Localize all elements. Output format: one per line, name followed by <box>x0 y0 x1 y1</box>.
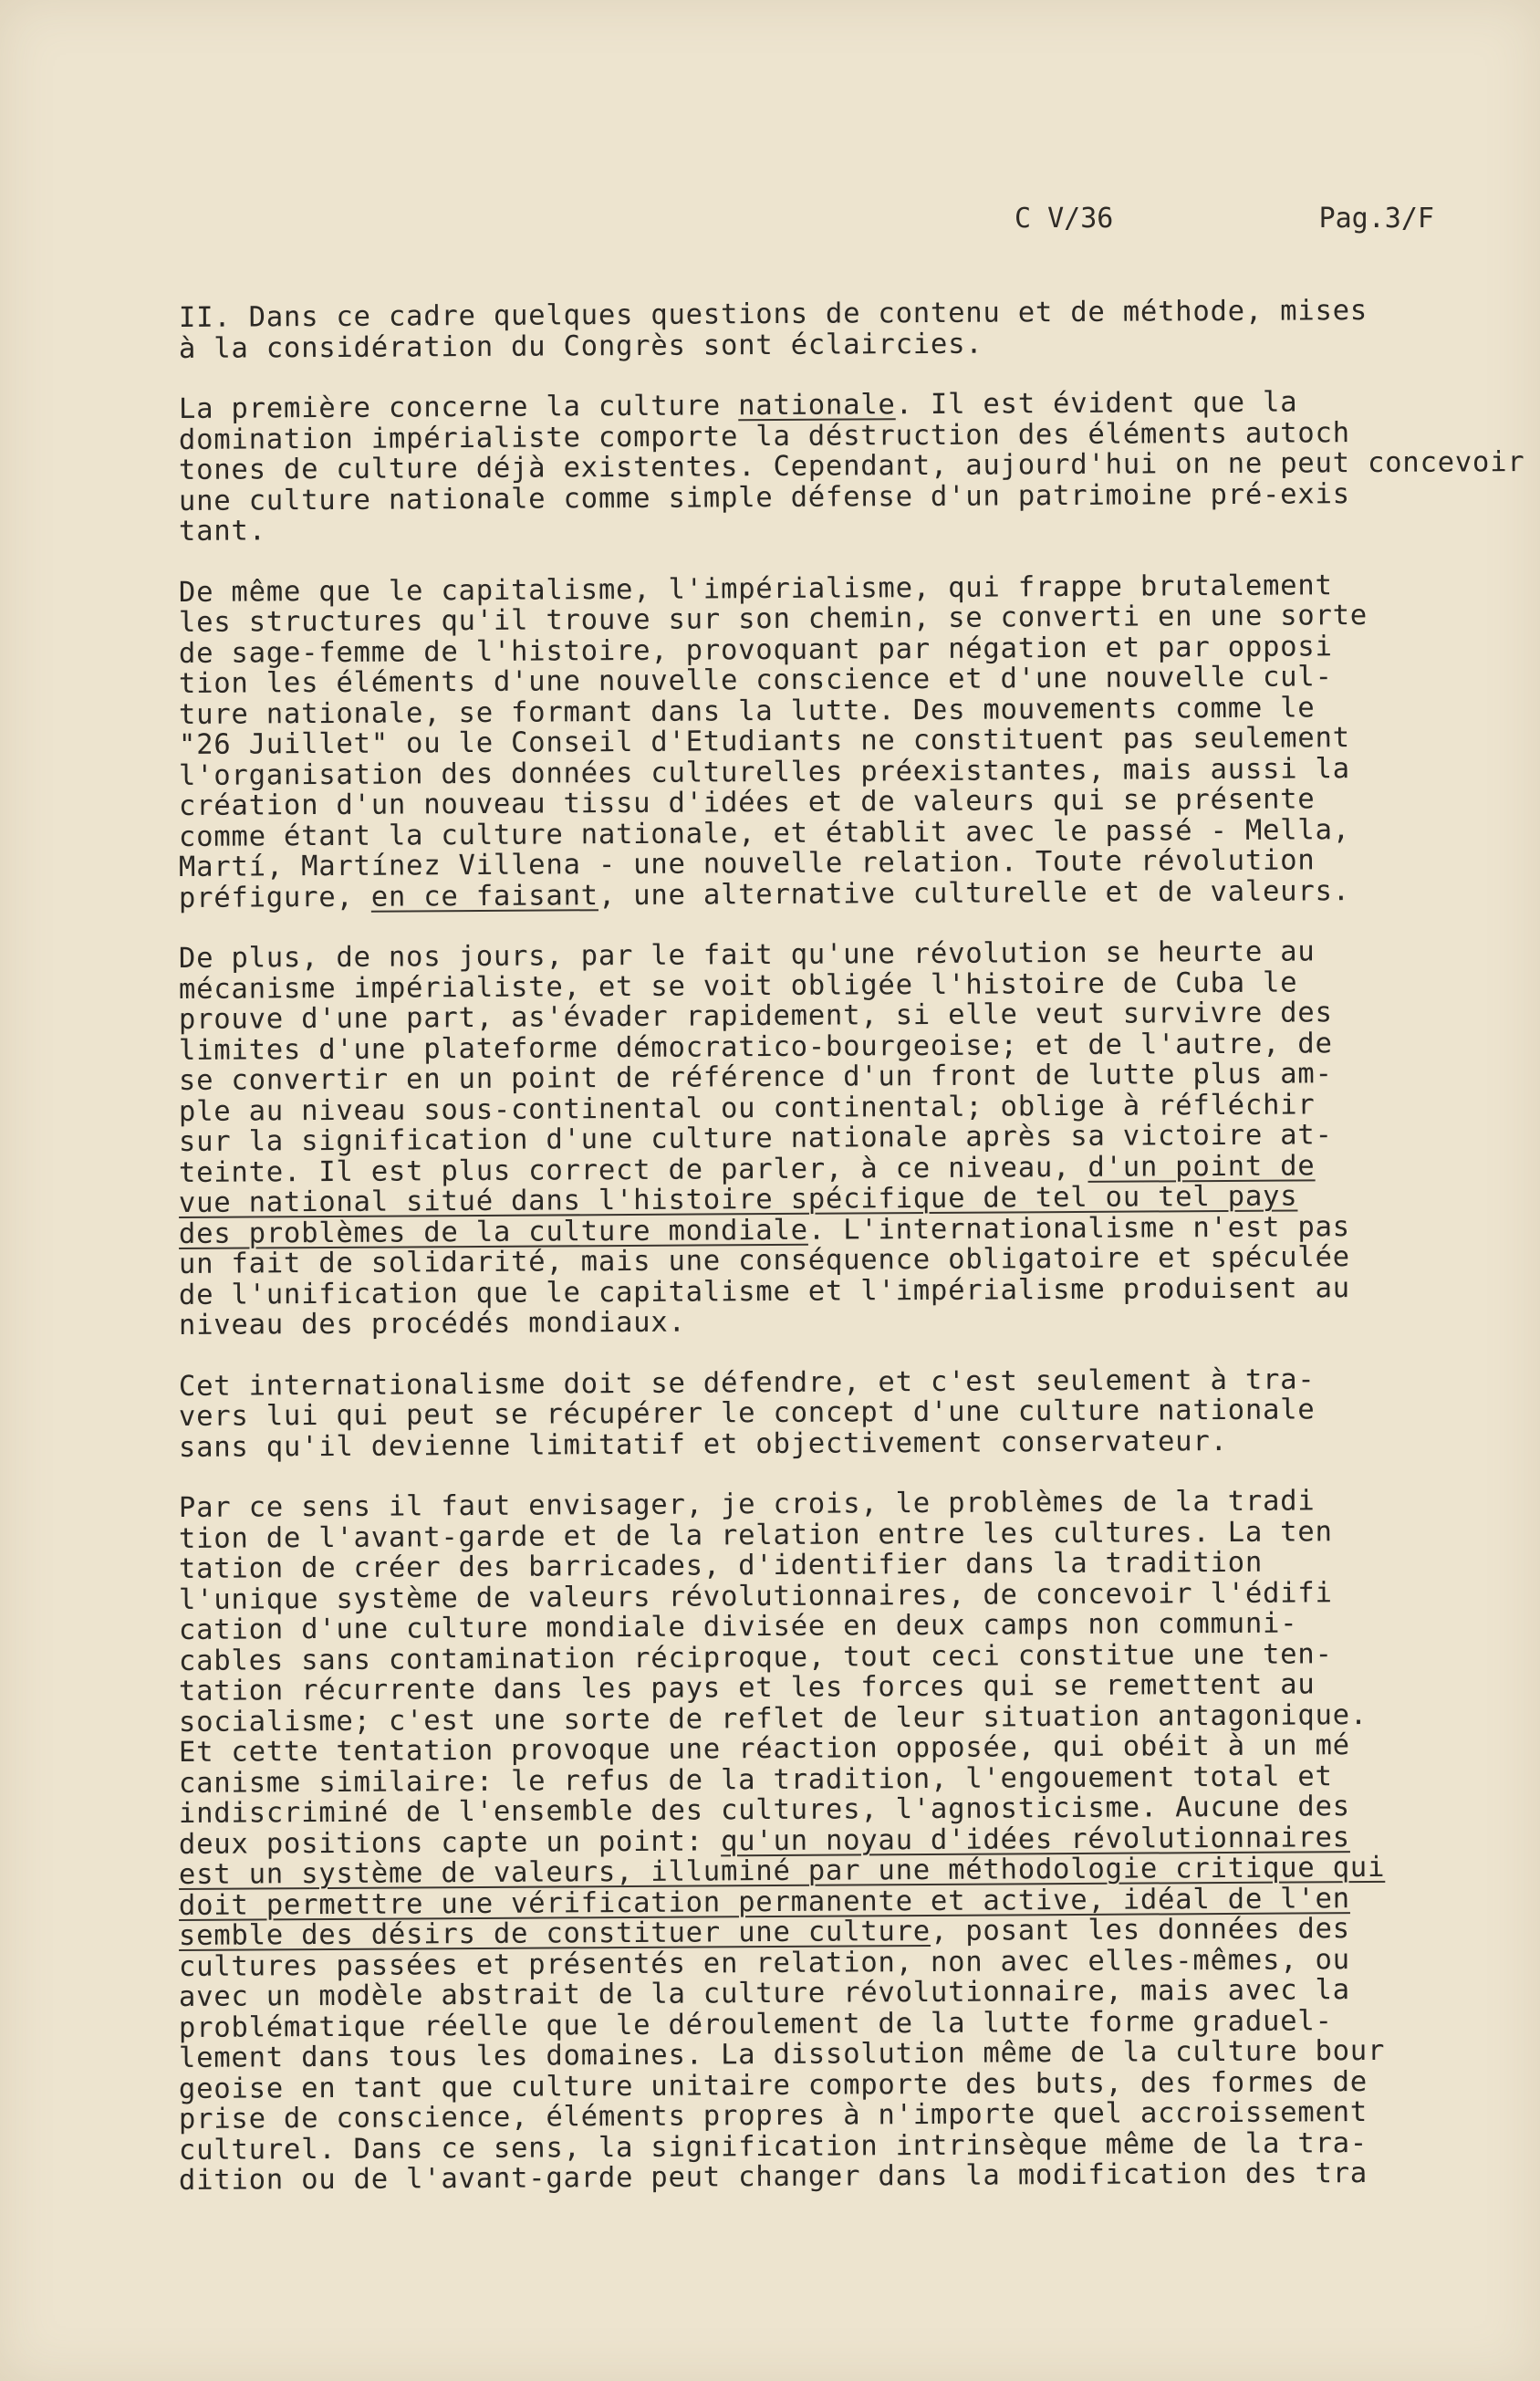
text-segment: création d'un nouveau tissu d'idées et de valeurs qui se présente <box>178 783 1316 822</box>
text-segment: les structures qu'il trouve sur son chemin, se converti en une sorte <box>178 600 1368 639</box>
underlined-text: nationale <box>738 389 896 423</box>
text-segment: de sage-femme de l'histoire, provoquant par négation et par opposi <box>178 630 1333 670</box>
text-segment: prouve d'une part, as'évader rapidement, si elle veut survivre des <box>178 997 1333 1036</box>
text-segment: problématique réelle que le déroulement de la lutte forme graduel- <box>178 2004 1333 2044</box>
text-segment: geoise en tant que culture unitaire comporte des buts, des formes de <box>178 2065 1368 2105</box>
text-segment: préfigure, <box>178 881 371 914</box>
text-segment: une culture nationale comme simple défense d'un patrimoine pré-exis <box>178 477 1350 517</box>
text-segment: sans qu'il devienne limitatif et objectivement conservateur. <box>178 1425 1228 1464</box>
text-line <box>179 1425 1456 1463</box>
text-segment: avec un modèle abstrait de la culture révolutionnaire, mais avec la <box>178 1974 1350 2013</box>
text-segment: limites d'une plateforme démocratico-bourgeoise; et de l'autre, de <box>178 1027 1333 1067</box>
page-header <box>1015 203 1434 235</box>
text-segment: tones de culture déjà existentes. Cependant, aujourd'hui on ne peut concevoir <box>178 445 1525 486</box>
text-segment: un fait de solidarité, mais une conséquence obligatoire et spéculée <box>178 1241 1350 1280</box>
text-segment: . L'internationalisme n'est pas <box>807 1210 1350 1247</box>
text-segment: indiscriminé de l'ensemble des cultures, l'agnosticisme. Aucune des <box>178 1791 1350 1830</box>
text-segment: lement dans tous les domaines. La dissolution même de la culture bour <box>178 2034 1386 2074</box>
paragraph <box>178 569 1456 914</box>
text-segment: deux positions capte un point: <box>178 1824 722 1861</box>
text-segment: tion de l'avant-garde et de la relation entre les cultures. La ten <box>178 1515 1333 1555</box>
text-line <box>179 1302 1456 1341</box>
text-segment: tant. <box>178 515 266 548</box>
text-segment: Et cette tentation provoque une réaction opposée, qui obéit à un mé <box>178 1729 1350 1769</box>
underlined-text: en ce faisant <box>370 879 599 914</box>
underlined-text: doit permettre une vérification permanente et active, idéal de l'en <box>178 1882 1350 1922</box>
text-segment: domination impérialiste comporte la déstruction des éléments autoch <box>178 416 1350 456</box>
text-segment: à la considération du Congrès sont éclaircies. <box>178 328 983 365</box>
text-segment: l'unique système de valeurs révolutionnaires, de concevoir l'édifi <box>178 1576 1333 1616</box>
paragraph <box>178 1363 1456 1464</box>
text-segment: tation récurrente dans les pays et les forces qui se remettent au <box>178 1668 1316 1707</box>
paragraph <box>178 1485 1456 2197</box>
text-segment: mécanisme impérialiste, et se voit obligée l'histoire de Cuba le <box>178 966 1298 1006</box>
text-line <box>179 326 1456 364</box>
text-segment: ture nationale, se formant dans la lutte. Des mouvements comme le <box>178 691 1316 731</box>
text-segment: dition ou de l'avant-garde peut changer dans la modification des tra <box>178 2157 1368 2197</box>
text-segment: ple au niveau sous-continental ou continental; oblige à réfléchir <box>178 1088 1316 1128</box>
text-segment: cultures passées et présentés en relation, non avec elles-mêmes, ou <box>178 1943 1350 1983</box>
text-segment: , posant les données des <box>930 1913 1350 1948</box>
text-segment: sur la signification d'une culture nationale après sa victoire at- <box>178 1119 1333 1158</box>
document-reference: C V/36 <box>1015 203 1114 235</box>
text-segment: tion les éléments d'une nouvelle conscience et d'une nouvelle cul- <box>178 661 1333 700</box>
underlined-text: des problèmes de la culture mondiale <box>178 1214 808 1250</box>
text-segment: vers lui qui peut se récupérer le concept d'une culture nationale <box>178 1394 1316 1433</box>
text-line <box>179 2157 1456 2196</box>
page-number: Pag.3/F <box>1318 203 1434 235</box>
text-segment: prise de conscience, éléments propres à n'importe quel accroissement <box>178 2096 1368 2136</box>
underlined-text: semble des désirs de constituer une culture <box>178 1915 931 1952</box>
text-segment: de l'unification que le capitalisme et l'impérialisme produisent au <box>178 1271 1350 1311</box>
text-segment: De plus, de nos jours, par le fait qu'une révolution se heurte au <box>178 935 1316 975</box>
text-segment: Cet internationalisme doit se défendre, et c'est seulement à tra- <box>178 1363 1316 1403</box>
text-segment: culturel. Dans ce sens, la signification intrinsèque même de la tra- <box>178 2126 1368 2167</box>
paragraph <box>178 935 1456 1342</box>
text-segment: La première concerne la culture <box>178 390 739 425</box>
text-segment: comme étant la culture nationale, et établit avec le passé - Mella, <box>178 813 1350 853</box>
text-segment: , une alternative culturelle et de valeurs. <box>598 874 1351 912</box>
text-segment: "26 Juillet" ou le Conseil d'Etudiants ne constituent pas seulement <box>178 722 1350 761</box>
text-segment: II. Dans ce cadre quelques questions de contenu et de méthode, mises <box>178 295 1368 334</box>
document-body <box>178 295 1525 2227</box>
underlined-text: vue national situé dans l'histoire spécifique de tel ou tel pays <box>178 1180 1298 1219</box>
text-segment: l'organisation des données culturelles préexistantes, mais aussi la <box>178 752 1350 792</box>
text-segment: se convertir en un point de référence d'un front de lutte plus am- <box>178 1058 1333 1097</box>
text-segment: niveau des procédés mondiaux. <box>178 1306 686 1342</box>
text-segment: socialisme; c'est une sorte de reflet de leur situation antagonique. <box>178 1698 1368 1739</box>
text-segment: tation de créer des barricades, d'identifier dans la tradition <box>178 1546 1264 1585</box>
text-segment: cation d'une culture mondiale divisée en deux camps non communi- <box>178 1607 1298 1646</box>
text-segment: De même que le capitalisme, l'impérialisme, qui frappe brutalement <box>178 569 1333 609</box>
underlined-text: qu'un noyau d'idées révolutionnaires <box>720 1821 1350 1857</box>
text-segment: . Il est évident que la <box>895 386 1298 422</box>
paragraph <box>178 386 1525 548</box>
paragraph <box>178 295 1456 365</box>
text-segment: Martí, Martínez Villena - une nouvelle relation. Toute révolution <box>178 844 1316 883</box>
text-segment: cables sans contamination réciproque, tout ceci constitue une ten- <box>178 1637 1333 1677</box>
text-line <box>179 875 1456 914</box>
text-segment: Par ce sens il faut envisager, je crois, le problèmes de la tradi <box>178 1485 1316 1524</box>
underlined-text: d'un point de <box>1087 1149 1316 1184</box>
text-segment: teinte. Il est plus correct de parler, à ce niveau, <box>178 1151 1088 1189</box>
underlined-text: est un système de valeurs, illuminé par une méthodologie critique qui <box>178 1851 1386 1891</box>
text-segment: canisme similaire: le refus de la tradition, l'engouement total et <box>178 1760 1333 1800</box>
text-line <box>179 508 1456 547</box>
